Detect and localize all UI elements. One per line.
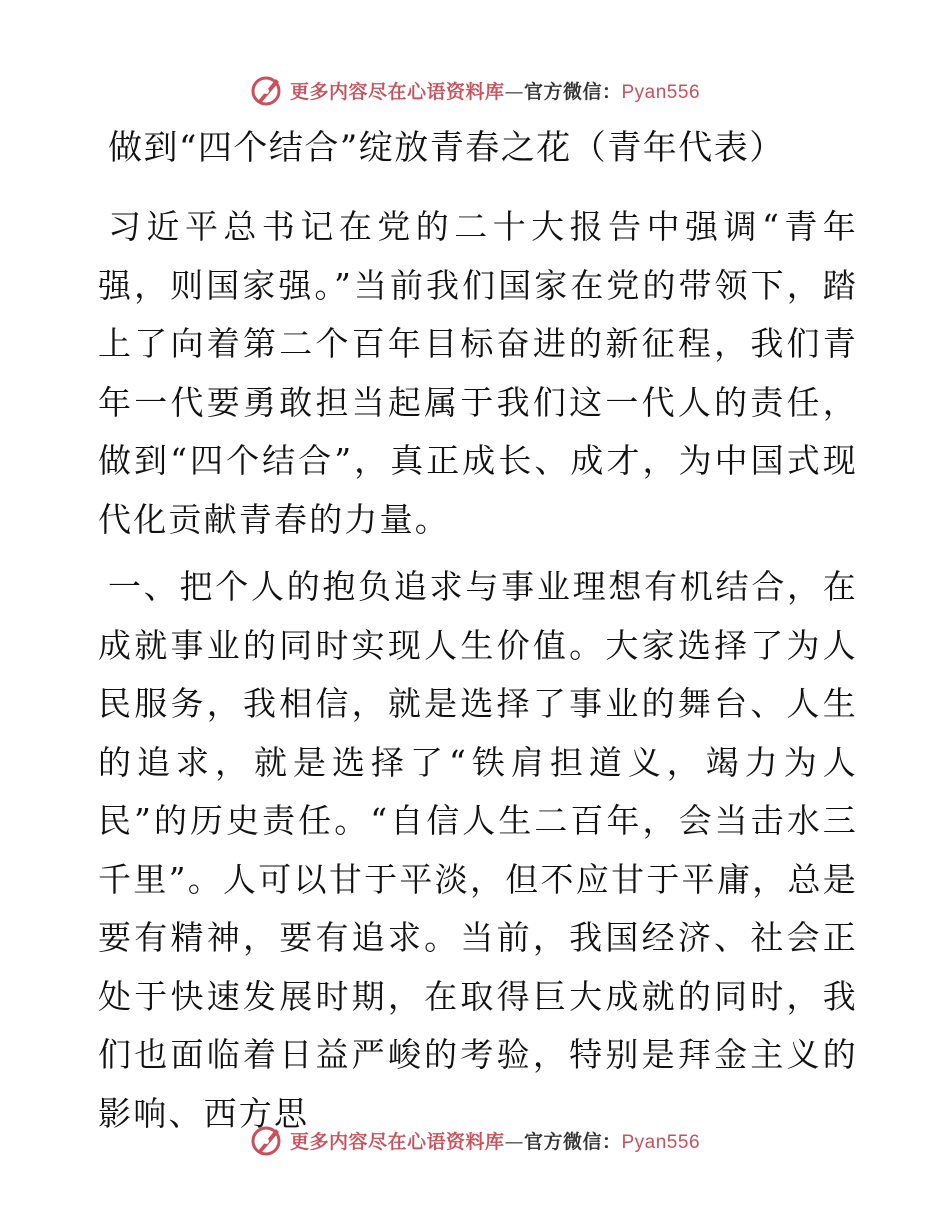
watermark-wechat-label: 官方微信： <box>523 1130 622 1153</box>
watermark-separator: — <box>504 1130 524 1153</box>
watermark-wechat-label: 官方微信： <box>523 80 622 103</box>
footer-watermark-banner <box>0 1120 950 1160</box>
watermark-wechat-id: Pyan556 <box>621 81 701 103</box>
quill-logo-icon <box>250 1123 284 1157</box>
watermark-separator: — <box>504 80 524 103</box>
paragraph-intro: 习近平总书记在党的二十大报告中强调“青年强，则国家强。”当前我们国家在党的带领下，踏上了向着第二个百年目标奋进的新征程，我们青年一代要勇敢担当起属于我们这一代人的责任，做到“四个结合”，真正成长、成才，为中国式现代化贡献青春的力量。 <box>98 207 858 539</box>
paragraph-point-one: 一、把个人的抱负追求与事业理想有机结合，在成就事业的同时实现人生价值。大家选择了为人民服务，我相信，就是选择了事业的舞台、人生的追求，就是选择了“铁肩担道义，竭力为人民”的历史责任。“自信人生二百年，会当击水三千里”。人可以甘于平淡，但不应甘于平庸，总是要有精神，要有追求。当前，我国经济、社会正处于快速发展时期，在取得巨大成就的同时，我们也面临着日益严峻的考验，特别是拜金主义的影响、西方思 <box>98 567 858 1133</box>
watermark-wechat-id: Pyan556 <box>621 1131 701 1153</box>
watermark-site-text: 更多内容尽在心语资料库 <box>289 1130 505 1153</box>
header-watermark-banner <box>0 70 950 110</box>
quill-logo-icon <box>250 73 284 107</box>
document-title: 做到“四个结合”绽放青春之花（青年代表） <box>108 128 785 168</box>
watermark-text <box>290 1127 700 1154</box>
watermark-site-text: 更多内容尽在心语资料库 <box>289 80 505 103</box>
watermark-text <box>290 77 700 104</box>
